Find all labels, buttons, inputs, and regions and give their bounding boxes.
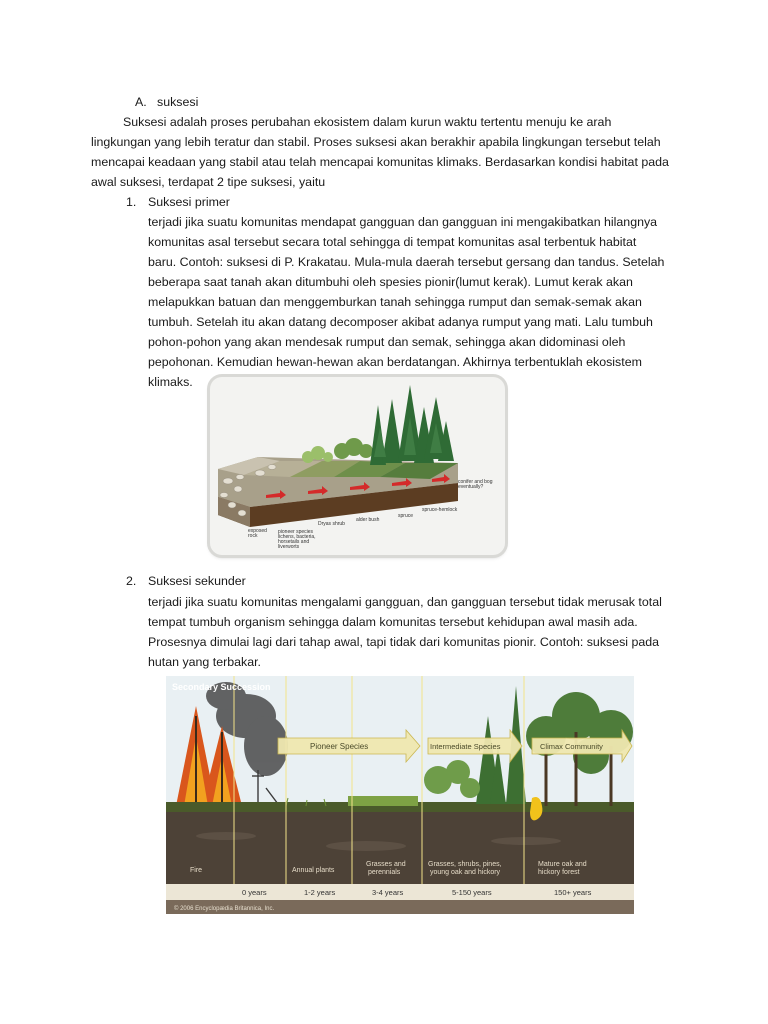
fig2-title: Secondary Succession (172, 682, 271, 692)
fig2-arrow-climax: Climax Community (540, 742, 603, 751)
fig1-label-alder: alder bush (356, 517, 380, 523)
intro-paragraph (91, 112, 691, 192)
fig2-time-3: 5-150 years (452, 888, 492, 897)
primer-line: pohon-pohon yang akan mendesak rumput dan semak, sehingga akan didominasi oleh (148, 335, 626, 349)
list-number: 2. (126, 574, 137, 588)
list-item-primer (126, 192, 230, 212)
fig1-label-spruce: spruce (398, 513, 414, 519)
fig2-stage-annual: Annual plants (292, 867, 335, 874)
intro-line: mencapai keadaan yang stabil atau telah mencapai komunitas klimaks. Berdasarkan kondisi habitat pada (91, 155, 669, 169)
primer-line: terjadi jika suatu komunitas mendapat gangguan dan gangguan ini mengakibatkan hilangnya (148, 215, 658, 229)
section-heading (135, 92, 198, 112)
fig2-stage-fire: Fire (190, 867, 203, 874)
list-item-title: Suksesi primer (148, 195, 230, 209)
fig1-label-hemlock: spruce-hemlock (422, 507, 458, 513)
intro-line: Suksesi adalah proses perubahan ekosistem dalam kurun waktu tertentu menuju ke arah (123, 115, 612, 129)
svg-text:rock: rock (248, 533, 258, 539)
intro-line: awal suksesi, terdapat 2 tipe suksesi, yaitu (91, 175, 326, 189)
primary-succession-illustration (210, 377, 505, 555)
intro-line: lingkungan yang lebih teratur dan stabil. Proses suksesi akan berakhir apabila lingkungan tersebut telah (91, 135, 661, 149)
svg-text:hickory forest: hickory forest (538, 869, 580, 876)
sekunder-line: Prosesnya dimulai lagi dari tahap awal, tapi tidak dari komunitas pionir. Contoh: suksesi pada (148, 635, 660, 649)
fig2-arrow-intermediate: Intermediate Species (430, 742, 501, 751)
section-title: suksesi (157, 95, 199, 109)
primer-line: melapukkan batuan dan menggemburkan tanah sehingga rumput dan semak-semak akan (148, 295, 642, 309)
primer-line: beberapa saat tanah akan ditumbuhi oleh spesies pionir(lumut kerak). Lumut kerak akan (148, 275, 633, 289)
section-label: A. (135, 95, 147, 109)
list-item-title: Suksesi sekunder (148, 574, 246, 588)
svg-text:liverworts: liverworts (278, 544, 300, 550)
sekunder-line: hutan yang terbakar. (148, 655, 261, 669)
primer-line: klimaks. (148, 375, 193, 389)
fig1-label-rock: exposed (248, 528, 267, 534)
svg-text:young oak and hickory: young oak and hickory (430, 869, 501, 876)
svg-text:eventually?: eventually? (458, 484, 484, 490)
primer-line: baru. Contoh: suksesi di P. Krakatau. Mula-mula daerah tersebut gersang dan tandus. Setelah (148, 255, 665, 269)
fig2-stage-mature: Mature oak and (538, 861, 587, 868)
fig1-label-final: conifer and bog (458, 479, 493, 485)
primary-succession-figure (210, 377, 505, 555)
svg-text:perennials: perennials (368, 869, 401, 876)
list-number: 1. (126, 195, 137, 209)
secondary-succession-figure (166, 676, 634, 914)
fig2-time-1: 1-2 years (304, 888, 336, 897)
fig2-stage-grasses: Grasses and (366, 861, 406, 868)
svg-text:horsetails and: horsetails and (278, 539, 310, 545)
primer-paragraph (148, 212, 688, 392)
fig2-time-2: 3-4 years (372, 888, 404, 897)
primer-line: komunitas asal tersebut secara total sehingga di tempat komunitas asal terbentuk habitat (148, 235, 637, 249)
fig2-time-0: 0 years (242, 888, 267, 897)
fig2-copyright: © 2006 Encyclopædia Britannica, Inc. (174, 906, 275, 912)
primer-line: pepohonan. Kemudian hewan-hewan akan berdatangan. Akhirnya terbentuklah ekosistem (148, 355, 642, 369)
fig1-label-pioneer: pioneer species (278, 529, 314, 535)
fig1-label-shrub: Dryas shrub (318, 521, 345, 527)
secondary-succession-illustration (166, 676, 634, 914)
fig2-time-4: 150+ years (554, 888, 592, 897)
sekunder-line: terjadi jika suatu komunitas mengalami gangguan, dan gangguan tersebut tidak merusak total (148, 595, 662, 609)
sekunder-paragraph (148, 592, 688, 672)
sekunder-line: tempat tumbuh organism sehingga dalam komunitas tersebut kehidupan awal masih ada. (148, 615, 638, 629)
primer-line: tumbuh. Setelah itu akan datang decomposer akibat adanya rumput yang mati. Lalu tumbuh (148, 315, 653, 329)
fig2-arrow-pioneer: Pioneer Species (310, 742, 369, 751)
list-item-sekunder (126, 571, 246, 591)
fig2-stage-intermediate: Grasses, shrubs, pines, (428, 861, 502, 868)
svg-text:lichens, bacteria,: lichens, bacteria, (278, 534, 316, 540)
